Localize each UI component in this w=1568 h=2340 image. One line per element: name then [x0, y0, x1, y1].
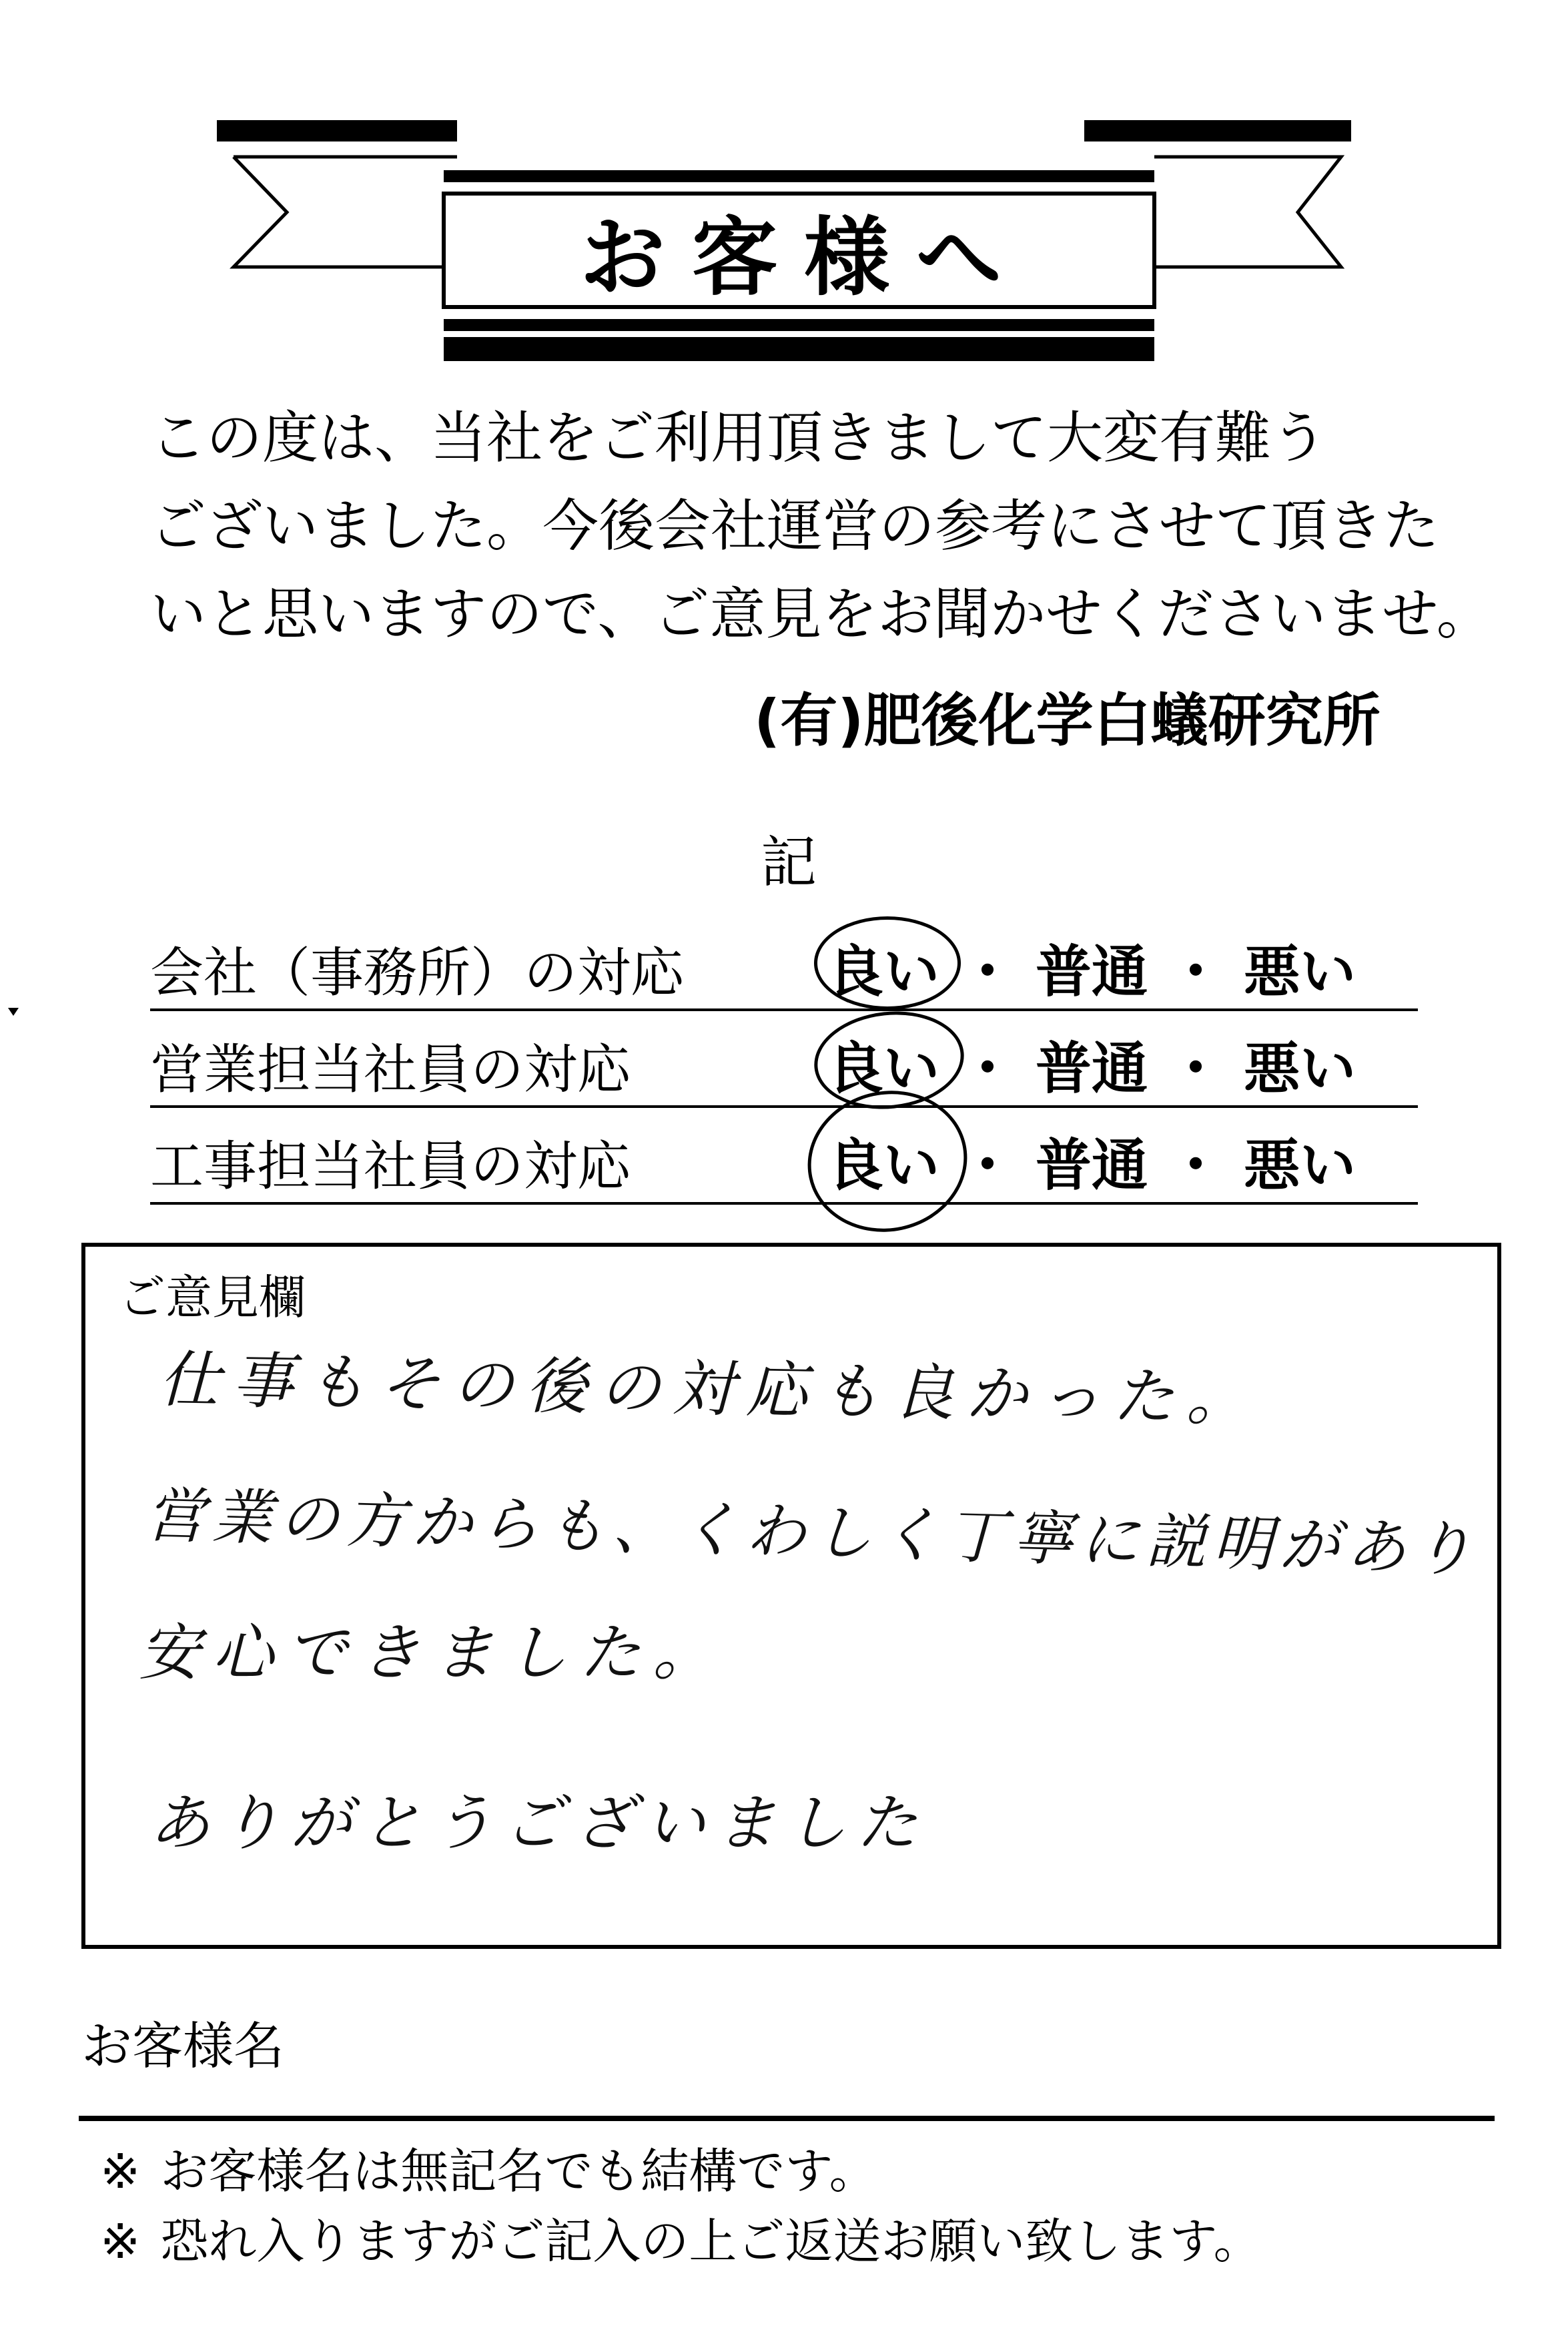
option-good[interactable]: 良い	[827, 939, 940, 1004]
option-separator: ・	[1168, 1133, 1224, 1198]
option-normal[interactable]: 普通	[1036, 939, 1148, 1004]
intro-line: この度は、当社をご利用頂きまして大変有難う	[150, 405, 1328, 471]
company-name: (有)肥後化学白蟻研究所	[754, 687, 1381, 754]
note-mark: ※	[100, 2213, 141, 2269]
selection-circle	[814, 916, 961, 1010]
option-separator: ・	[1168, 939, 1224, 1004]
option-normal[interactable]: 普通	[1036, 1036, 1148, 1101]
rating-label: 営業担当社員の対応	[150, 1039, 631, 1101]
option-normal[interactable]: 普通	[1036, 1133, 1148, 1198]
note-line	[100, 2203, 1262, 2272]
handwritten-line: ありがとうございました	[149, 1787, 927, 1859]
rating-row-office	[150, 918, 1418, 1011]
customer-name-field[interactable]	[79, 2116, 1495, 2121]
handwritten-line: 仕事もその後の対応も良かった。	[158, 1344, 1260, 1435]
option-separator: ・	[959, 1036, 1016, 1101]
note-mark: ※	[100, 2143, 141, 2199]
row-divider	[150, 1008, 1418, 1011]
option-separator: ・	[959, 939, 1016, 1004]
rating-label: 工事担当社員の対応	[150, 1135, 631, 1197]
handwritten-line: 安心できました。	[139, 1617, 727, 1689]
note-line	[100, 2132, 877, 2202]
rating-row-sales	[150, 1014, 1418, 1108]
opinion-label: ご意見欄	[119, 1270, 306, 1325]
note-text: お客様名は無記名でも結構です。	[160, 2143, 877, 2199]
intro-line: いと思いますので、ご意見をお聞かせくださいませ。	[150, 581, 1493, 647]
option-bad[interactable]: 悪い	[1244, 939, 1356, 1004]
option-bad[interactable]: 悪い	[1244, 1133, 1356, 1198]
row-divider	[150, 1105, 1418, 1108]
option-good[interactable]: 良い	[827, 1133, 940, 1198]
option-bad[interactable]: 悪い	[1244, 1036, 1356, 1101]
rating-label: 会社（事務所）の対応	[150, 942, 684, 1004]
title-banner	[0, 0, 1568, 374]
section-mark: 記	[761, 830, 817, 895]
intro-line: ございました。今後会社運営の参考にさせて頂きた	[150, 493, 1440, 559]
intro-paragraph	[150, 394, 1493, 658]
rating-row-construction	[150, 1111, 1418, 1205]
margin-mark	[8, 1008, 19, 1016]
page-title: お客様へ	[579, 208, 1028, 308]
customer-name-label: お客様名	[81, 2016, 284, 2076]
option-good[interactable]: 良い	[827, 1036, 940, 1101]
opinion-box[interactable]	[81, 1243, 1501, 1949]
option-separator: ・	[959, 1133, 1016, 1198]
handwritten-line: 営業の方からも、くわしく丁寧に説明があり	[144, 1480, 1481, 1586]
option-separator: ・	[1168, 1036, 1224, 1101]
row-divider	[150, 1202, 1418, 1205]
note-text: 恐れ入りますがご記入の上ご返送お願い致します。	[160, 2213, 1262, 2269]
